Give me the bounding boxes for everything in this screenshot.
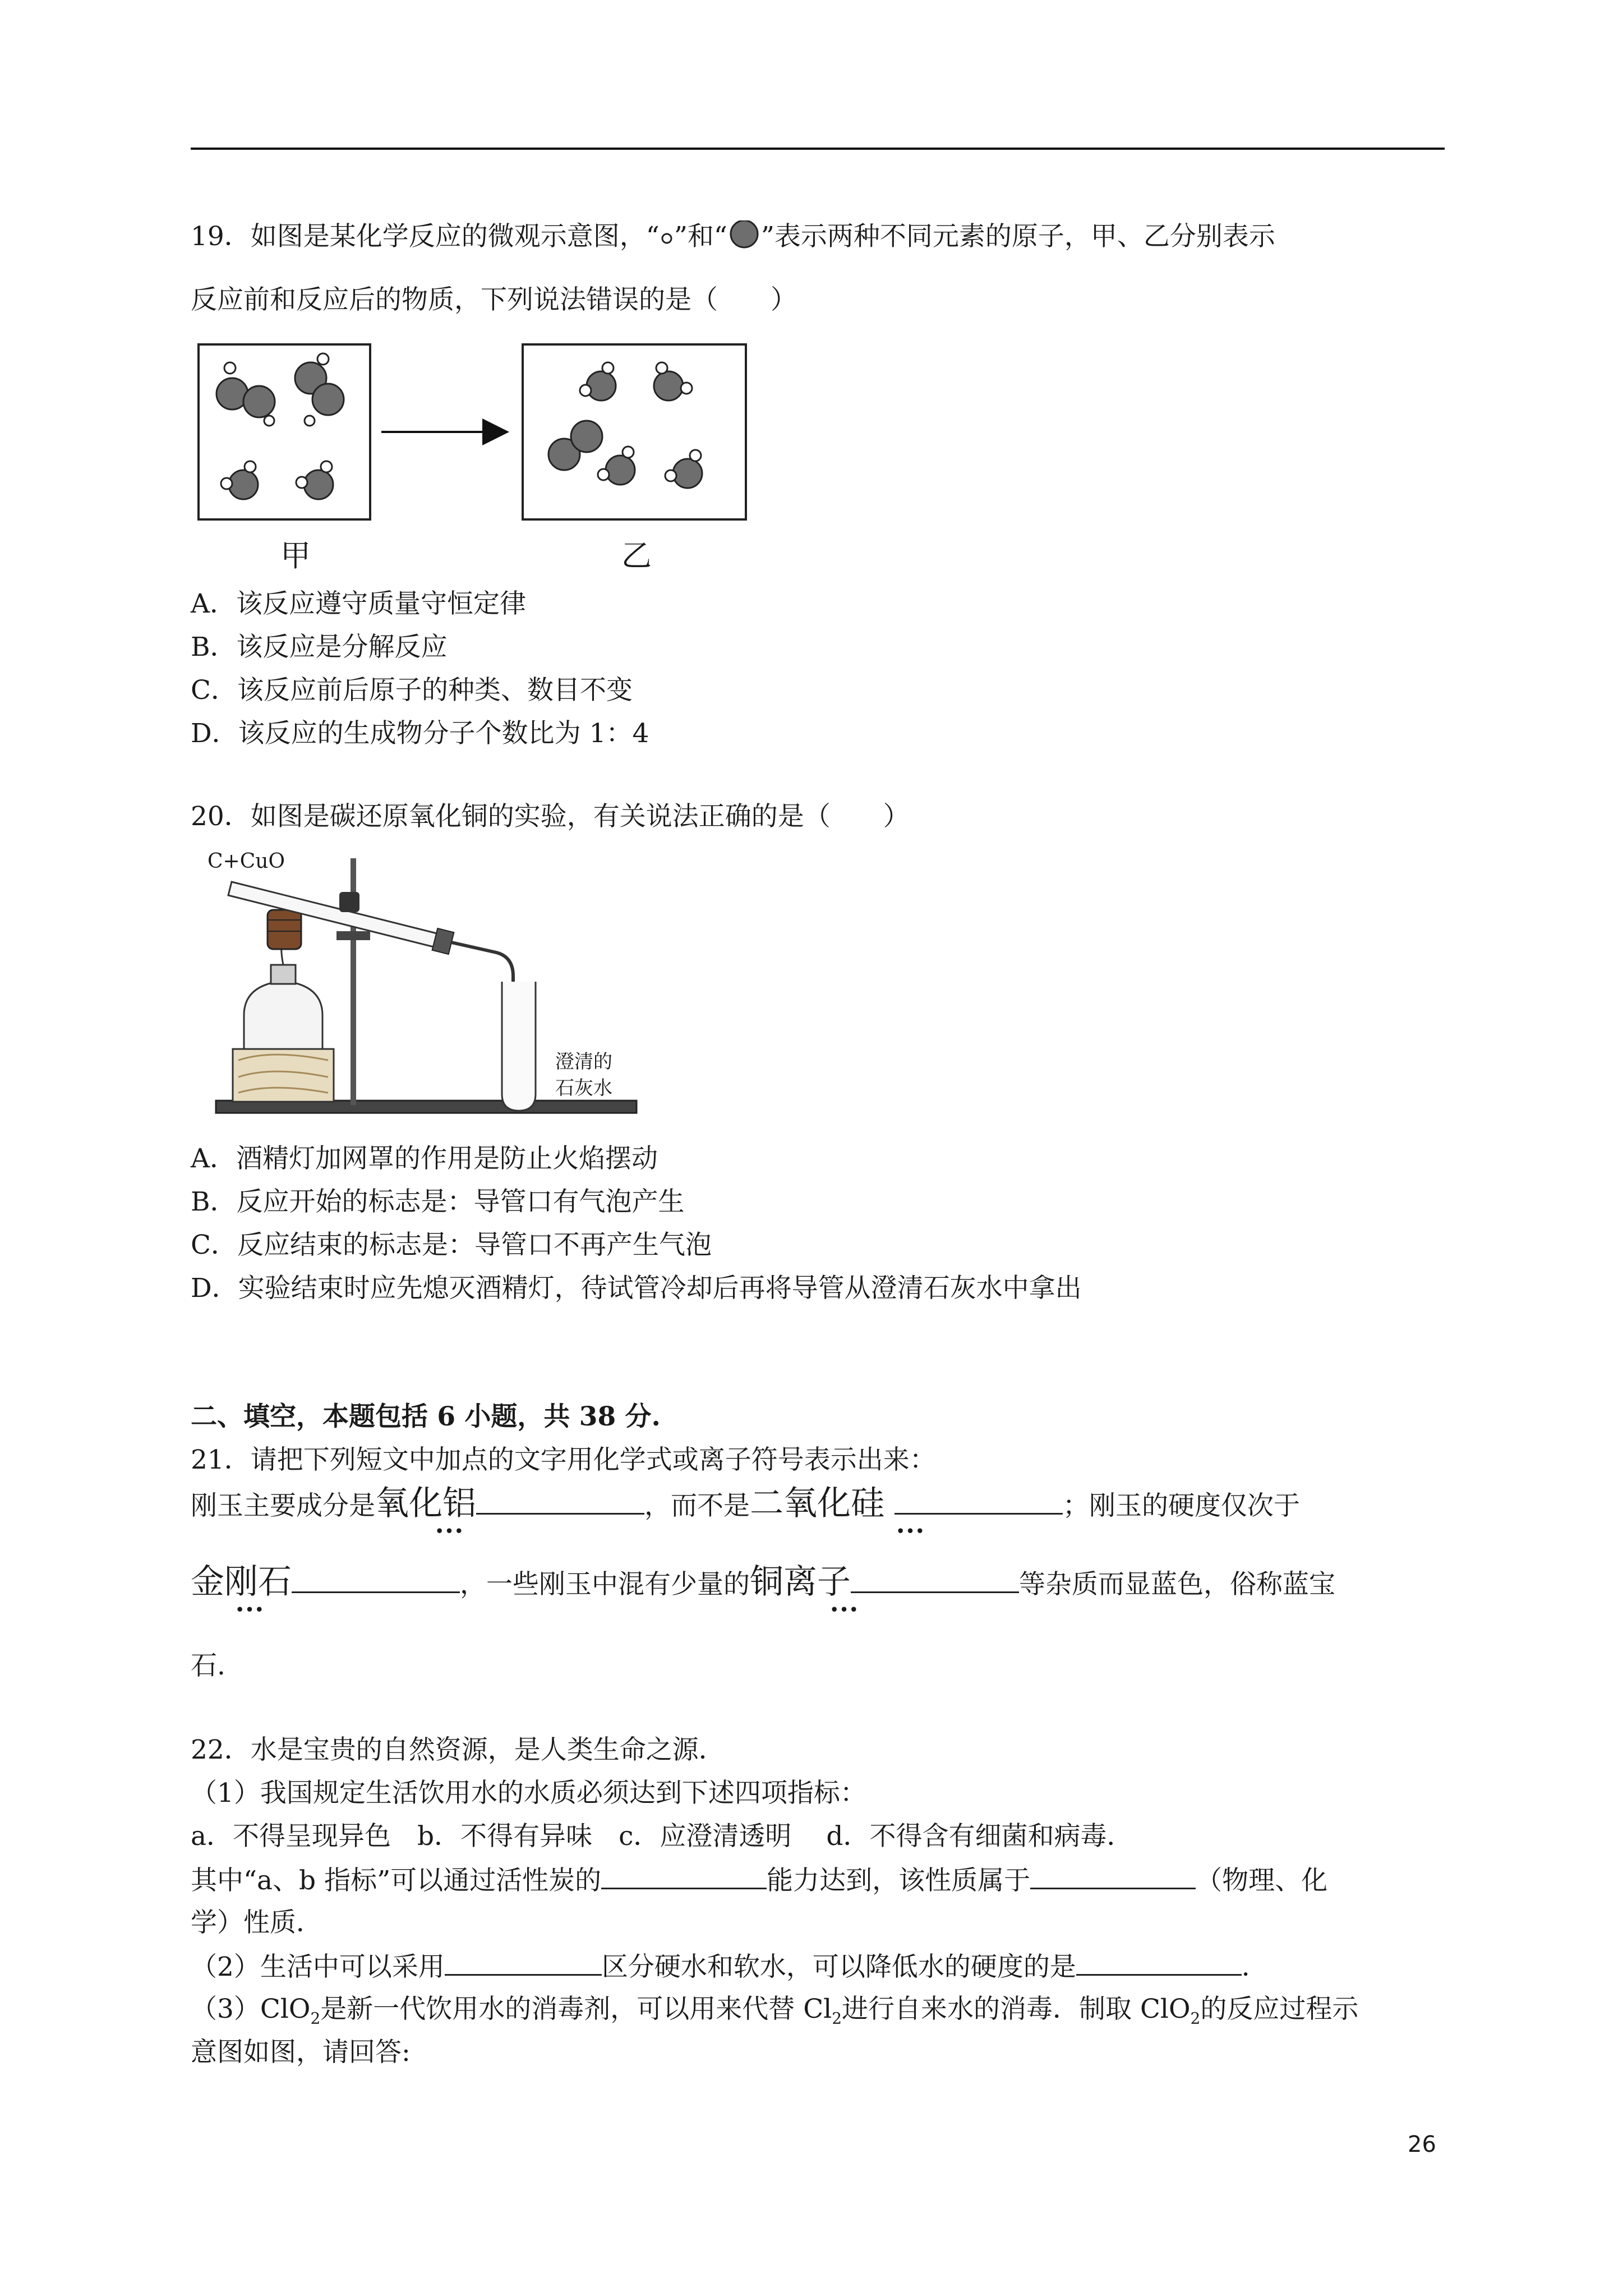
page-number: 26 <box>1408 2132 1436 2157</box>
q20-option-a: A．酒精灯加网罩的作用是防止火焰摆动 <box>191 1143 658 1174</box>
answer-blank-4[interactable] <box>851 1567 1019 1593</box>
emphasis-dots-4: ••• <box>830 1602 860 1618</box>
answer-blank-6[interactable] <box>1030 1863 1196 1889</box>
q19-molecule-diagram <box>191 337 763 572</box>
answer-blank-8[interactable] <box>1076 1949 1242 1976</box>
q21-line2: 金刚石 ，一些刚玉中混有少量的铜离子 等杂质而显蓝色，俗称蓝宝 <box>191 1562 1335 1602</box>
q20-option-d: D．实验结束时应先熄灭酒精灯，待试管冷却后再将导管从澄清石灰水中拿出 <box>191 1273 1082 1304</box>
header-rule <box>191 148 1445 150</box>
answer-blank-1[interactable] <box>476 1488 644 1515</box>
q19-option-a: A．该反应遵守质量守恒定律 <box>191 588 526 619</box>
q22-sub1-question: 其中“a、b 指标”可以通过活性炭的 能力达到，该性质属于 （物理、化 <box>191 1863 1327 1898</box>
q22-sub1: （1）我国规定生活饮用水的水质必须达到下述四项指标： <box>191 1778 866 1809</box>
q20-apparatus-diagram <box>199 847 704 1116</box>
q22-stem: 22．水是宝贵的自然资源，是人类生命之源． <box>191 1734 725 1765</box>
emphasis-dots-2: ••• <box>896 1523 926 1539</box>
q22-sub1-question-cont: 学）性质． <box>191 1907 322 1938</box>
q21-line1: 刚玉主要成分是氧化铝 ，而不是二氧化硅 ；刚玉的硬度仅次于 <box>191 1484 1300 1523</box>
q20-option-b: B．反应开始的标志是：导管口有气泡产生 <box>191 1186 685 1217</box>
dotted-word-aluminium-oxide: 氧化铝 <box>375 1484 476 1523</box>
q20-option-c: C．反应结束的标志是：导管口不再产生气泡 <box>191 1230 712 1260</box>
section-heading: 二、填空，本题包括 6 小题，共 38 分. <box>191 1401 661 1432</box>
dotted-word-silicon-dioxide: 二氧化硅 <box>750 1484 884 1523</box>
q20-stem: 20．如图是碳还原氧化铜的实验，有关说法正确的是（ ） <box>191 801 910 832</box>
answer-blank-3[interactable] <box>292 1567 460 1593</box>
q19-label-after: 乙 <box>621 538 652 573</box>
emphasis-dots-3: ••• <box>236 1602 265 1618</box>
q19-stem-line2: 反应前和反应后的物质，下列说法错误的是（ ） <box>191 284 797 315</box>
q22-sub3-cont: 意图如图，请回答: <box>191 2037 411 2068</box>
q22-sub3: （3）ClO$_2$是新一代饮用水的消毒剂，可以用来代替 $Cl_2$进行自来水的消毒．制取 ClO$_2$的反应过程示 <box>191 1994 1359 2028</box>
q19-option-b: B．该反应是分解反应 <box>191 632 448 662</box>
q22-sub1-items: a．不得呈现异色 b．不得有异味 c．应澄清透明 d．不得含有细菌和病毒． <box>191 1821 1133 1852</box>
small-atom-icon <box>660 229 674 246</box>
q19-option-c: C．该反应前后原子的种类、数目不变 <box>191 675 633 706</box>
q21-stem: 21．请把下列短文中加点的文字用化学式或离子符号表示出来： <box>191 1444 936 1475</box>
q22-sub2: （2）生活中可以采用 区分硬水和软水，可以降低水的硬度的是 ． <box>191 1949 1268 1984</box>
emphasis-dots-1: ••• <box>435 1523 465 1539</box>
q20-label-reagent: C+CuO <box>208 850 285 873</box>
large-atom-icon <box>727 220 761 250</box>
answer-blank-7[interactable] <box>445 1949 602 1976</box>
q19-stem-line1: 19．如图是某化学反应的微观示意图，“ ”和“ ”表示两种不同元素的原子，甲、乙分别表示 <box>191 221 1275 252</box>
q19-option-d: D．该反应的生成物分子个数比为 1：4 <box>191 718 649 749</box>
dotted-word-copper-ion: 铜离子 <box>750 1562 851 1602</box>
q19-label-before: 甲 <box>280 538 311 573</box>
q20-label-limewater-2: 石灰水 <box>555 1077 612 1099</box>
after-box <box>523 344 746 519</box>
answer-blank-2[interactable] <box>895 1488 1063 1515</box>
q21-line3: 石. <box>191 1650 225 1681</box>
dotted-word-diamond: 金刚石 <box>191 1562 292 1602</box>
q20-label-limewater-1: 澄清的 <box>555 1051 612 1073</box>
answer-blank-5[interactable] <box>601 1863 767 1889</box>
